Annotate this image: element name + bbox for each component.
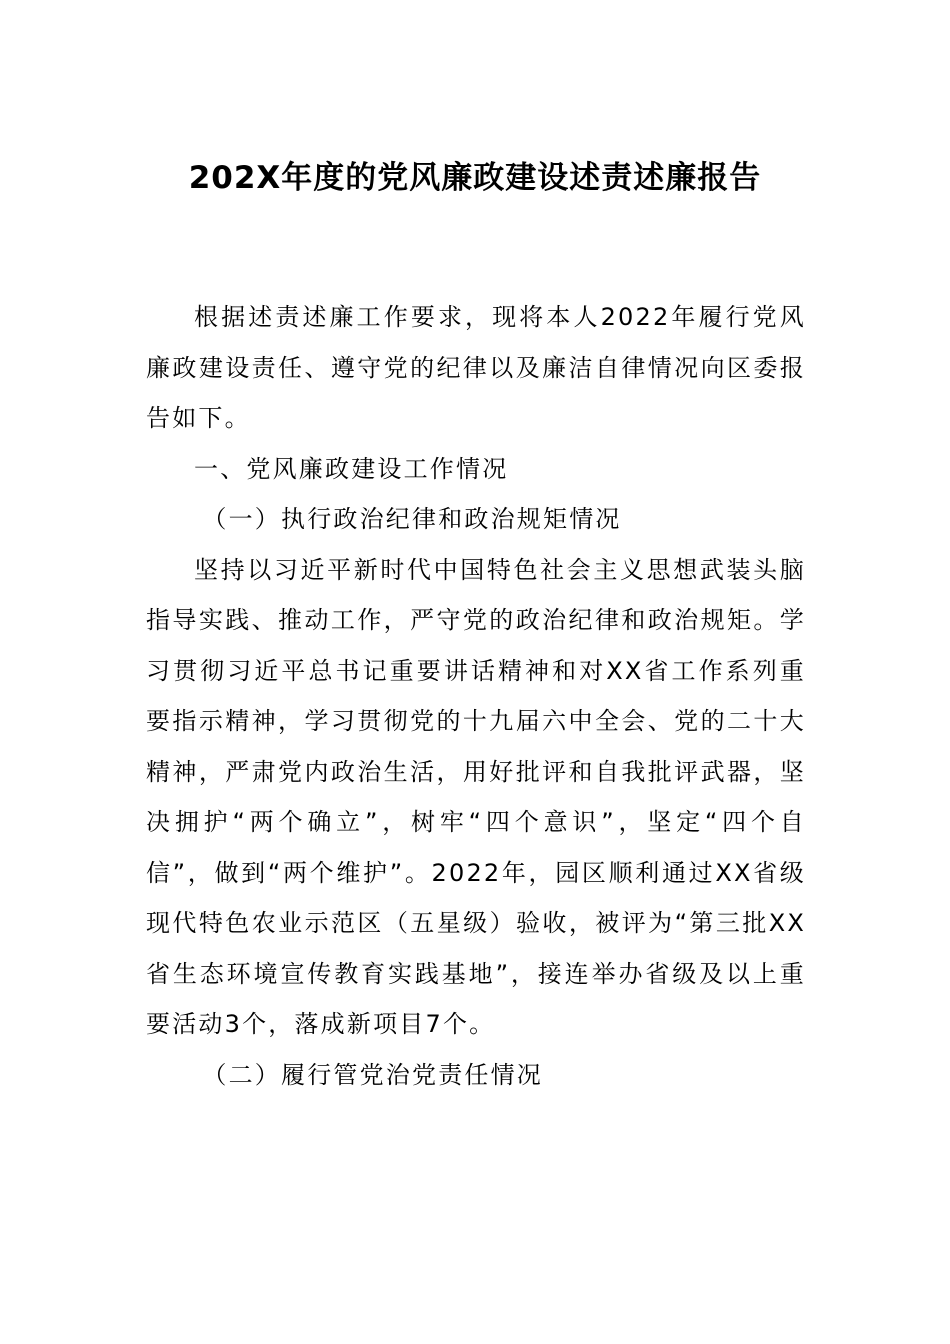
body-paragraph-1: 坚持以习近平新时代中国特色社会主义思想武装头脑指导实践、推动工作，严守党的政治纪律和政治规矩。学习贯彻习近平总书记重要讲话精神和对XX省工作系列重要指示精神，学习贯彻党的十九届六中全会、党的二十大精神，严肃党内政治生活，用好批评和自我批评武器，坚决拥护“两个确立”，树牢“四个意识”，坚定“四个自信”，做到“两个维护”。2022年，园区顺利通过XX省级现代特色农业示范区（五星级）验收，被评为“第三批XX省生态环境宣传教育实践基地”，接连举办省级及以上重要活动3个，落成新项目7个。: [146, 555, 806, 1038]
document-title: 202X年度的党风廉政建设述责述廉报告: [188, 160, 762, 196]
intro-paragraph: 根据述责述廉工作要求，现将本人2022年履行党风廉政建设责任、遵守党的纪律以及廉洁自律情况向区委报告如下。: [146, 303, 806, 432]
document-body: [146, 292, 806, 1100]
subsection-heading-2: （二）履行管党治党责任情况: [202, 1060, 543, 1089]
section-heading-1: 一、党风廉政建设工作情况: [194, 454, 509, 483]
subsection-heading-1: （一）执行政治纪律和政治规矩情况: [202, 505, 622, 533]
